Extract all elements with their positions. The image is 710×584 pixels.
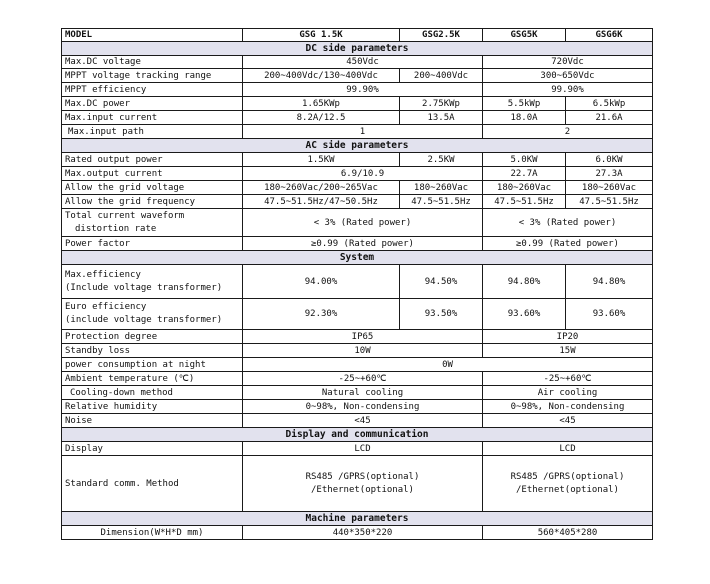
- row-noise: [62, 414, 653, 428]
- section-dc: [62, 42, 653, 56]
- cell-large-models: < 3% (Rated power): [483, 209, 653, 237]
- comm-line-1: RS485 /GPRS(optional): [305, 471, 420, 482]
- cell-large-models: Air cooling: [483, 386, 653, 400]
- comm-line-2: /Ethernet(optional): [311, 484, 414, 495]
- cell-small-models: 440*350*220: [243, 526, 483, 540]
- cell-gsg-1-5k: 1.5KW: [243, 153, 400, 167]
- cell-gsg-6k: 6.5kWp: [566, 97, 653, 111]
- row-night-consumption: [62, 358, 653, 372]
- row-label: Dimension(W*H*D mm): [62, 526, 243, 540]
- cell-gsg-1-5k: 94.00%: [243, 265, 400, 299]
- cell-small-models: 1: [243, 125, 483, 139]
- row-label-line-1: Total current waveform: [65, 210, 185, 221]
- row-label: [62, 209, 243, 237]
- cell-gsg-2-5k: 94.50%: [400, 265, 483, 299]
- row-label: Max.DC power: [62, 97, 243, 111]
- row-label-line-2: (Include voltage transformer): [65, 282, 223, 293]
- model-gsg-6k: GSG6K: [566, 29, 653, 42]
- cell-small-models: < 3% (Rated power): [243, 209, 483, 237]
- row-label-line-2: (include voltage transformer): [65, 315, 223, 325]
- cell-small-models: IP65: [243, 330, 483, 344]
- row-grid-frequency: [62, 195, 653, 209]
- row-dimension: [62, 526, 653, 540]
- row-max-dc-voltage: [62, 56, 653, 69]
- row-protection-degree: [62, 330, 653, 344]
- row-comm-method: [62, 456, 653, 512]
- cell-small-models: 450Vdc: [243, 56, 483, 69]
- cell-gsg-1-5k: 8.2A/12.5: [243, 111, 400, 125]
- row-label: Max.DC voltage: [62, 56, 243, 69]
- cell-large-models: 15W: [483, 344, 653, 358]
- cell-large-models: LCD: [483, 442, 653, 456]
- cell-large-models: 99.90%: [483, 83, 653, 97]
- row-label: Protection degree: [62, 330, 243, 344]
- cell-gsg-5k: 93.60%: [483, 299, 566, 330]
- row-label: Noise: [62, 414, 243, 428]
- cell-large-models: <45: [483, 414, 653, 428]
- cell-gsg-5k: 5.5kWp: [483, 97, 566, 111]
- cell-gsg-1-5k: 1.65KWp: [243, 97, 400, 111]
- cell-gsg-2-5k: 47.5~51.5Hz: [400, 195, 483, 209]
- row-thd: [62, 209, 653, 237]
- row-label: Cooling-down method: [62, 386, 243, 400]
- row-label: Allow the grid frequency: [62, 195, 243, 209]
- cell-large-models: 0~98%, Non-condensing: [483, 400, 653, 414]
- cell-small-models: -25~+60℃: [243, 372, 483, 386]
- cell-small-models: ≥0.99 (Rated power): [243, 237, 483, 251]
- section-display: [62, 428, 653, 442]
- cell-gsg-6k: 27.3A: [566, 167, 653, 181]
- cell-gsg-2-5k: 2.5KW: [400, 153, 483, 167]
- cell-gsg-2-5k: 2.75KWp: [400, 97, 483, 111]
- row-cooling-method: [62, 386, 653, 400]
- cell-gsg-6k: 94.80%: [566, 265, 653, 299]
- row-label: Standby loss: [62, 344, 243, 358]
- cell-large-models: 2: [483, 125, 653, 139]
- row-label: [62, 299, 243, 330]
- model-label: MODEL: [62, 29, 243, 42]
- row-grid-voltage: [62, 181, 653, 195]
- row-ambient-temperature: [62, 372, 653, 386]
- row-label: power consumption at night: [62, 358, 243, 372]
- cell-small-models: LCD: [243, 442, 483, 456]
- cell-gsg-2-5k: 200~400Vdc: [400, 69, 483, 83]
- section-title: Machine parameters: [62, 512, 653, 526]
- row-label: Display: [62, 442, 243, 456]
- row-standby-loss: [62, 344, 653, 358]
- row-label: Ambient temperature (℃): [62, 372, 243, 386]
- cell-gsg-6k: 93.60%: [566, 299, 653, 330]
- row-label: MPPT efficiency: [62, 83, 243, 97]
- cell-large-models: 560*405*280: [483, 526, 653, 540]
- cell-gsg-5k: 47.5~51.5Hz: [483, 195, 566, 209]
- cell-gsg-6k: 6.0KW: [566, 153, 653, 167]
- row-relative-humidity: [62, 400, 653, 414]
- cell-small-models: 0~98%, Non-condensing: [243, 400, 483, 414]
- row-label: Max.output current: [62, 167, 243, 181]
- cell-gsg-6k: 180~260Vac: [566, 181, 653, 195]
- row-label: MPPT voltage tracking range: [62, 69, 243, 83]
- row-mppt-range: [62, 69, 653, 83]
- cell-large-models: ≥0.99 (Rated power): [483, 237, 653, 251]
- cell-gsg-6k: 47.5~51.5Hz: [566, 195, 653, 209]
- model-gsg-2-5k: GSG2.5K: [400, 29, 483, 42]
- section-title: DC side parameters: [62, 42, 653, 56]
- row-max-input-current: [62, 111, 653, 125]
- cell-small-models: <45: [243, 414, 483, 428]
- row-label-line-1: Euro efficiency: [65, 302, 147, 312]
- cell-gsg-1-5k: 47.5~51.5Hz/47~50.5Hz: [243, 195, 400, 209]
- cell-small-models: 99.90%: [243, 83, 483, 97]
- cell-large-models: 300~650Vdc: [483, 69, 653, 83]
- cell-small-models: Natural cooling: [243, 386, 483, 400]
- row-max-dc-power: [62, 97, 653, 111]
- cell-gsg-2-5k: 13.5A: [400, 111, 483, 125]
- section-machine: [62, 512, 653, 526]
- cell-small-models: 10W: [243, 344, 483, 358]
- row-label-line-2: distortion rate: [75, 223, 157, 234]
- cell-gsg-5k: 94.80%: [483, 265, 566, 299]
- row-power-factor: [62, 237, 653, 251]
- row-euro-efficiency: [62, 299, 653, 330]
- section-title: AC side parameters: [62, 139, 653, 153]
- cell-large-models: IP20: [483, 330, 653, 344]
- row-mppt-efficiency: [62, 83, 653, 97]
- row-label: Power factor: [62, 237, 243, 251]
- cell-all-models: 0W: [243, 358, 653, 372]
- row-rated-output-power: [62, 153, 653, 167]
- row-label: Relative humidity: [62, 400, 243, 414]
- row-label: Rated output power: [62, 153, 243, 167]
- row-display: [62, 442, 653, 456]
- row-label: Allow the grid voltage: [62, 181, 243, 195]
- cell-gsg-2-5k: 93.50%: [400, 299, 483, 330]
- cell-gsg-5k: 5.0KW: [483, 153, 566, 167]
- section-system: [62, 251, 653, 265]
- section-ac: [62, 139, 653, 153]
- cell-small-models: 6.9/10.9: [243, 167, 483, 181]
- cell-gsg-1-5k: 92.30%: [243, 299, 400, 330]
- row-label: Standard comm. Method: [62, 456, 243, 512]
- cell-gsg-6k: 21.6A: [566, 111, 653, 125]
- cell-gsg-5k: 180~260Vac: [483, 181, 566, 195]
- cell-large-models: [483, 456, 653, 512]
- cell-large-models: 720Vdc: [483, 56, 653, 69]
- row-label: [62, 265, 243, 299]
- comm-line-2: /Ethernet(optional): [516, 484, 619, 495]
- spec-table: [61, 28, 653, 540]
- model-gsg-5k: GSG5K: [483, 29, 566, 42]
- row-label-line-1: Max.efficiency: [65, 269, 141, 280]
- row-max-efficiency: [62, 265, 653, 299]
- cell-gsg-5k: 22.7A: [483, 167, 566, 181]
- cell-gsg-5k: 18.0A: [483, 111, 566, 125]
- cell-gsg-1-5k: 200~400Vdc/130~400Vdc: [243, 69, 400, 83]
- row-max-output-current: [62, 167, 653, 181]
- row-max-input-path: [62, 125, 653, 139]
- cell-gsg-1-5k: 180~260Vac/200~265Vac: [243, 181, 400, 195]
- model-header-row: [62, 29, 653, 42]
- cell-large-models: -25~+60℃: [483, 372, 653, 386]
- row-label: Max.input path: [62, 125, 243, 139]
- cell-small-models: [243, 456, 483, 512]
- row-label: Max.input current: [62, 111, 243, 125]
- comm-line-1: RS485 /GPRS(optional): [510, 471, 625, 482]
- cell-gsg-2-5k: 180~260Vac: [400, 181, 483, 195]
- section-title: Display and communication: [62, 428, 653, 442]
- model-gsg-1-5k: GSG 1.5K: [243, 29, 400, 42]
- section-title: System: [62, 251, 653, 265]
